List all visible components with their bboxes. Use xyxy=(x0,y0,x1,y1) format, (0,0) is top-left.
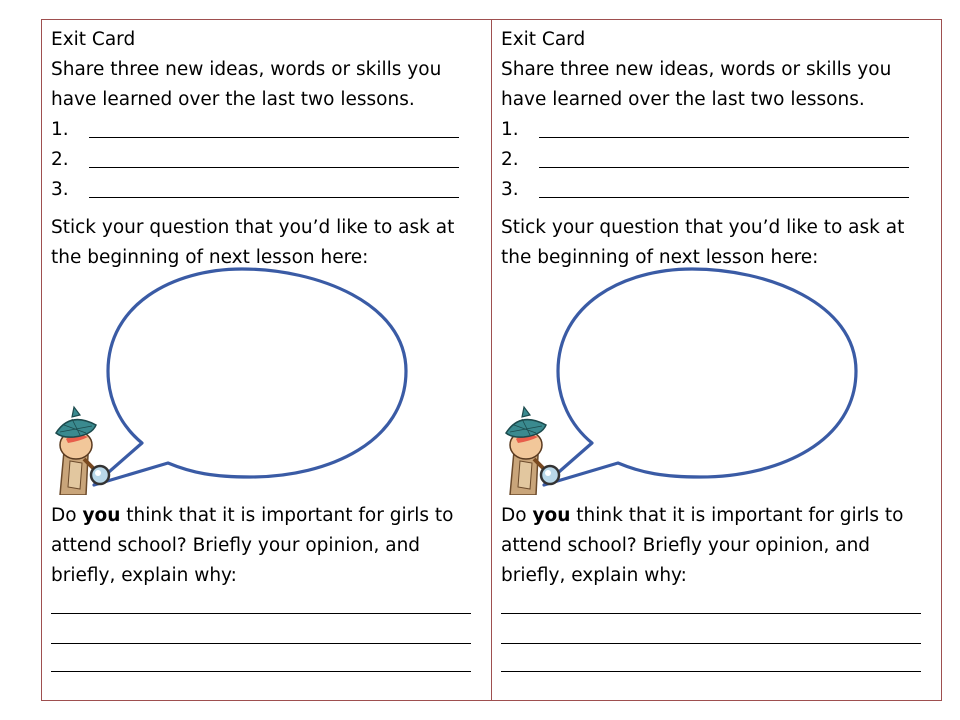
opinion-emphasis: you xyxy=(82,505,121,526)
instruction-line-1: Share three new ideas, words or skills you xyxy=(501,59,892,80)
opinion-text: think that it is important for girls to xyxy=(120,505,454,526)
opinion-line-1 xyxy=(501,501,903,531)
card-title: Exit Card xyxy=(51,29,136,50)
opinion-text: Do xyxy=(501,505,533,526)
answer-item-2 xyxy=(501,145,537,175)
opinion-line-2: attend school? Briefly your opinion, and xyxy=(501,535,871,556)
item-number: 3. xyxy=(51,179,69,200)
answer-item-3 xyxy=(51,175,87,205)
card-title: Exit Card xyxy=(501,29,586,50)
writing-line[interactable] xyxy=(51,643,471,644)
instruction-line-2: have learned over the last two lessons. xyxy=(51,89,415,110)
card-instruction xyxy=(501,55,891,115)
opinion-text: think that it is important for girls to xyxy=(570,505,904,526)
exit-card-right xyxy=(492,19,941,701)
detective-icon xyxy=(46,403,112,495)
answer-item-3 xyxy=(501,175,537,205)
detective-icon xyxy=(496,403,562,495)
answer-line[interactable] xyxy=(539,137,909,138)
card-instruction xyxy=(51,55,441,115)
opinion-line-1 xyxy=(51,501,453,531)
opinion-prompt xyxy=(51,501,453,591)
writing-line[interactable] xyxy=(51,613,471,614)
answer-line[interactable] xyxy=(539,197,909,198)
question-line-1: Stick your question that you’d like to ask at xyxy=(501,217,905,238)
answer-line[interactable] xyxy=(89,197,459,198)
item-number: 3. xyxy=(501,179,519,200)
answer-item-2 xyxy=(51,145,87,175)
writing-line[interactable] xyxy=(501,671,921,672)
opinion-emphasis: you xyxy=(532,505,571,526)
answer-item-1 xyxy=(501,115,537,145)
writing-line[interactable] xyxy=(501,643,921,644)
instruction-line-2: have learned over the last two lessons. xyxy=(501,89,865,110)
question-line-2: the beginning of next lesson here: xyxy=(501,247,819,268)
opinion-prompt xyxy=(501,501,903,591)
writing-line[interactable] xyxy=(501,613,921,614)
speech-bubble[interactable] xyxy=(72,263,412,503)
item-number: 1. xyxy=(501,119,519,140)
exit-card-left xyxy=(42,19,491,701)
writing-line[interactable] xyxy=(51,671,471,672)
question-line-2: the beginning of next lesson here: xyxy=(51,247,369,268)
question-line-1: Stick your question that you’d like to ask at xyxy=(51,217,455,238)
instruction-line-1: Share three new ideas, words or skills you xyxy=(51,59,442,80)
answer-line[interactable] xyxy=(89,167,459,168)
opinion-line-3: briefly, explain why: xyxy=(51,565,237,586)
speech-bubble[interactable] xyxy=(522,263,862,503)
answer-line[interactable] xyxy=(89,137,459,138)
item-number: 1. xyxy=(51,119,69,140)
opinion-line-3: briefly, explain why: xyxy=(501,565,687,586)
opinion-text: Do xyxy=(51,505,83,526)
item-number: 2. xyxy=(51,149,69,170)
item-number: 2. xyxy=(501,149,519,170)
opinion-line-2: attend school? Briefly your opinion, and xyxy=(51,535,421,556)
answer-item-1 xyxy=(51,115,87,145)
answer-line[interactable] xyxy=(539,167,909,168)
